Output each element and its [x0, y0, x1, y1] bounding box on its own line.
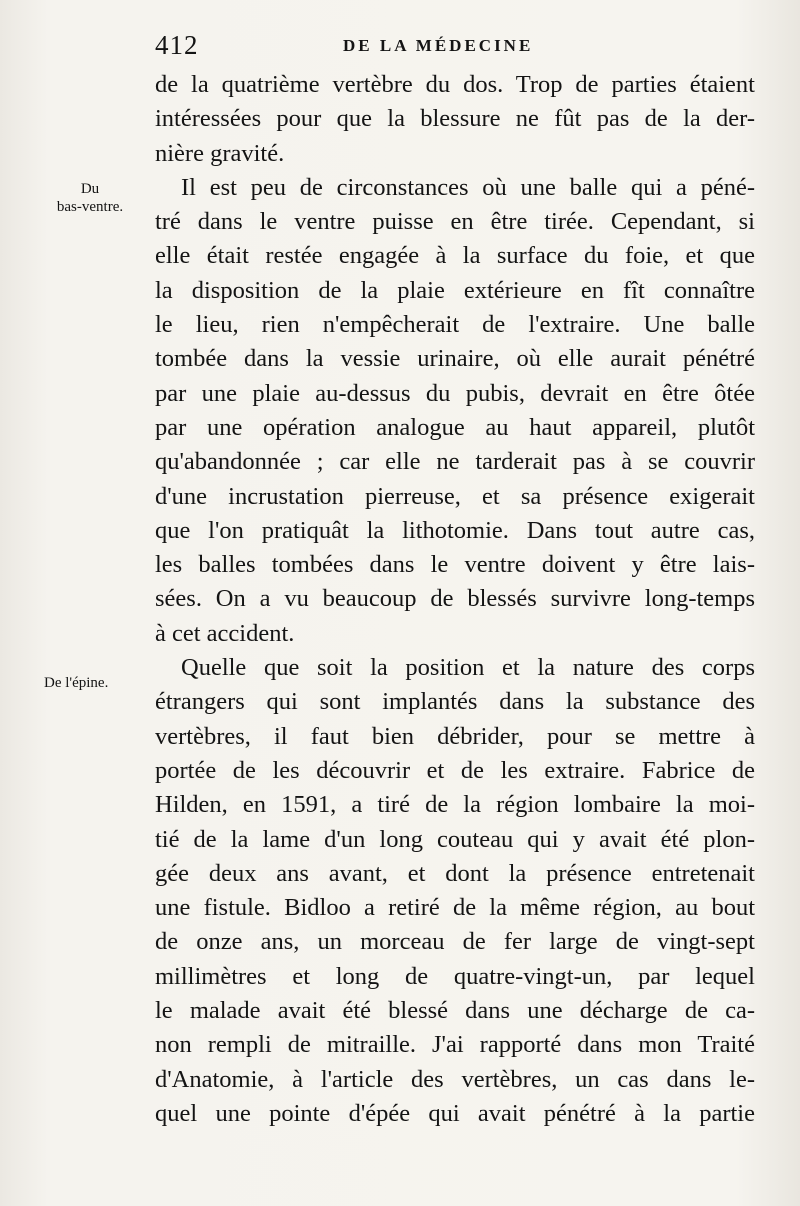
text-line: Quelle que soit la position et la nature des corps [181, 654, 755, 682]
text-line: intéressées pour que la blessure ne fût pas de la der- [155, 105, 755, 133]
margin-note-line: Du [80, 181, 100, 197]
text-line: les balles tombées dans le ventre doivent y être lais- [155, 551, 755, 579]
margin-note-bas-ventre [40, 180, 140, 216]
text-line: quel une pointe d'épée qui avait pénétré à la partie [155, 1099, 755, 1127]
text-line: tié de la lame d'un long couteau qui y avait été plon- [155, 825, 755, 853]
text-line: que l'on pratiquât la lithotomie. Dans tout autre cas, [155, 516, 755, 544]
text-line: par une opération analogue au haut appareil, plutôt [155, 413, 755, 441]
text-line: vertèbres, il faut bien débrider, pour se mettre à [155, 722, 755, 750]
page-number: 412 [155, 30, 199, 60]
text-line: d'une incrustation pierreuse, et sa présence exigerait [155, 482, 755, 510]
text-line: d'Anatomie, à l'article des vertèbres, un cas dans le- [155, 1065, 755, 1093]
text-line: nière gravité. [155, 139, 285, 167]
running-head: DE LA MÉDECINE [343, 36, 534, 55]
margin-note-epine: De l'épine. [44, 675, 109, 691]
text-line: tombée dans la vessie urinaire, où elle aurait pénétré [155, 345, 755, 373]
text-line: millimètres et long de quatre-vingt-un, par lequel [155, 962, 755, 990]
text-line: par une plaie au-dessus du pubis, devrait en être ôtée [155, 379, 755, 407]
text-line: de la quatrième vertèbre du dos. Trop de parties étaient [155, 71, 755, 98]
margin-note-line: bas-ventre. [56, 199, 124, 215]
page-header [155, 30, 755, 64]
text-line: non rempli de mitraille. J'ai rapporté dans mon Traité [155, 1031, 755, 1059]
text-line: étrangers qui sont implantés dans la substance des [155, 688, 755, 716]
text-line: le lieu, rien n'empêcherait de l'extraire. Une balle [155, 311, 755, 339]
text-line: portée de les découvrir et de les extraire. Fabrice de [155, 756, 755, 784]
text-line: Hilden, en 1591, a tiré de la région lombaire la moi- [155, 791, 755, 819]
text-line: gée deux ans avant, et dont la présence entretenait [155, 859, 755, 887]
body-text [155, 68, 755, 1131]
text-line: une fistule. Bidloo a retiré de la même région, au bout [155, 894, 755, 922]
text-line: le malade avait été blessé dans une décharge de ca- [155, 997, 755, 1025]
text-line: qu'abandonnée ; car elle ne tarderait pas à se couvrir [155, 448, 755, 476]
text-line: tré dans le ventre puisse en être tirée. Cependant, si [155, 208, 755, 236]
text-line: elle était restée engagée à la surface du foie, et que [155, 242, 755, 270]
text-line: de onze ans, un morceau de fer large de vingt-sept [155, 928, 755, 956]
text-line: la disposition de la plaie extérieure en fît connaître [155, 276, 755, 304]
text-line: sées. On a vu beaucoup de blessés survivre long-temps [155, 585, 755, 613]
text-line: Il est peu de circonstances où une balle qui a péné- [181, 173, 755, 201]
text-line: à cet accident. [155, 619, 295, 647]
